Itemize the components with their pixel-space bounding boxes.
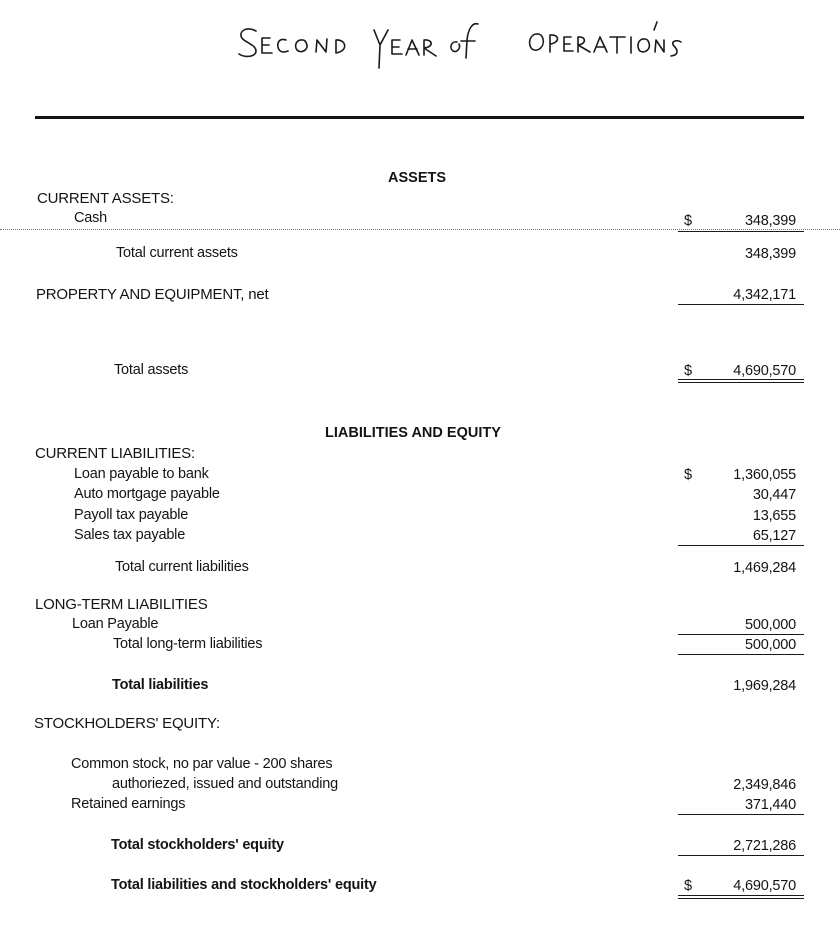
retained-earnings-underline — [678, 814, 804, 815]
auto-mortgage-value: 30,447 — [752, 487, 796, 503]
current-liabilities-label: CURRENT LIABILITIES: — [35, 445, 195, 462]
retained-earnings-label: Retained earnings — [71, 796, 186, 812]
total-stockholders-equity-label: Total stockholders' equity — [111, 837, 284, 853]
payroll-tax-label: Payoll tax payable — [74, 507, 189, 523]
total-assets-dollar: $ — [684, 363, 693, 379]
common-stock-value: 2,349,846 — [733, 777, 796, 793]
loan-payable-bank-dollar: $ — [684, 467, 693, 483]
loan-payable-label: Loan Payable — [72, 616, 159, 632]
total-assets-value: 4,690,570 — [733, 363, 796, 379]
total-long-term-underline — [678, 654, 804, 655]
stockholders-equity-label: STOCKHOLDERS' EQUITY: — [34, 715, 220, 732]
loan-payable-bank-label: Loan payable to bank — [74, 466, 209, 482]
current-assets-label: CURRENT ASSETS: — [37, 190, 174, 207]
sales-tax-underline — [678, 545, 804, 546]
total-liabilities-label: Total liabilities — [112, 677, 209, 693]
loan-payable-underline — [678, 634, 804, 635]
total-liabilities-equity-value: 4,690,570 — [733, 878, 796, 894]
long-term-liabilities-label: LONG-TERM LIABILITIES — [35, 596, 208, 613]
total-current-assets-value: 348,399 — [744, 246, 796, 262]
top-rule — [35, 116, 804, 119]
total-assets-double-underline — [678, 379, 804, 383]
sales-tax-label: Sales tax payable — [74, 527, 186, 543]
total-current-liabilities-value: 1,469,284 — [733, 560, 796, 576]
cash-underline — [678, 231, 804, 232]
cash-value: 348,399 — [744, 213, 796, 229]
scan-dotted-line — [0, 229, 840, 230]
total-liabilities-equity-dollar: $ — [684, 878, 693, 894]
total-assets-label: Total assets — [114, 362, 189, 378]
handwritten-title — [0, 0, 840, 90]
total-current-liabilities-label: Total current liabilities — [115, 559, 249, 575]
loan-payable-bank-value: 1,360,055 — [733, 467, 796, 483]
total-liabilities-equity-double-underline — [678, 895, 804, 899]
common-stock-line1: Common stock, no par value - 200 shares — [71, 756, 333, 772]
cash-label: Cash — [74, 210, 108, 226]
sales-tax-value: 65,127 — [752, 528, 796, 544]
total-liabilities-equity-label: Total liabilities and stockholders' equity — [111, 877, 377, 893]
payroll-tax-value: 13,655 — [752, 508, 796, 524]
property-value: 4,342,171 — [733, 287, 796, 303]
cash-dollar: $ — [684, 213, 693, 229]
retained-earnings-value: 371,440 — [744, 797, 796, 813]
total-liabilities-value: 1,969,284 — [733, 678, 796, 694]
property-label: PROPERTY AND EQUIPMENT, net — [36, 286, 269, 303]
total-equity-underline — [678, 855, 804, 856]
common-stock-line2: authoriezed, issued and outstanding — [112, 776, 338, 792]
total-stockholders-equity-value: 2,721,286 — [733, 838, 796, 854]
auto-mortgage-label: Auto mortgage payable — [74, 486, 220, 502]
assets-header: ASSETS — [388, 170, 447, 186]
total-current-assets-label: Total current assets — [116, 245, 238, 261]
loan-payable-value: 500,000 — [744, 617, 796, 633]
total-long-term-value: 500,000 — [744, 637, 796, 653]
liabilities-header: LIABILITIES AND EQUITY — [325, 425, 501, 441]
total-long-term-label: Total long-term liabilities — [113, 636, 263, 652]
property-underline — [678, 304, 804, 305]
